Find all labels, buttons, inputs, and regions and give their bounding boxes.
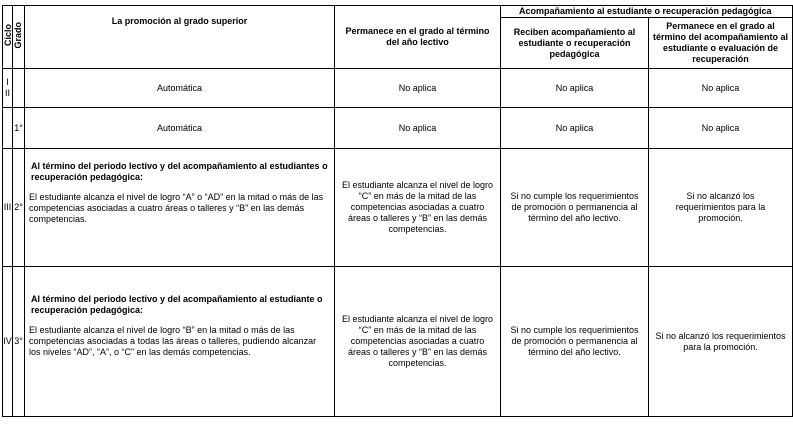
header-permanece-tras: Permanece en el grado al término del acompañamiento al estudiante o evaluación de recuperación xyxy=(649,18,793,69)
table-row xyxy=(3,267,793,417)
header-acompanamiento: Acompañamiento al estudiante o recuperación pedagógica xyxy=(501,6,793,18)
ciclo-cell xyxy=(3,69,13,108)
permanece-tras-cell: No aplica xyxy=(649,69,793,108)
grado-label: Grado xyxy=(13,22,23,49)
reciben-cell: No aplica xyxy=(501,108,649,149)
ciclo-value: I xyxy=(6,77,9,87)
promocion-cell xyxy=(25,149,335,267)
table-row xyxy=(3,69,793,108)
header-reciben: Reciben acompañamiento al estudiante o recuperación pedagógica xyxy=(501,18,649,69)
reciben-cell: Si no cumple los requerimientos de promoción o permanencia al término del año lectivo. xyxy=(501,267,649,417)
promotion-table xyxy=(2,5,793,417)
table-row xyxy=(3,108,793,149)
promocion-cell: Automática xyxy=(25,108,335,149)
header-promocion: La promoción al grado superior xyxy=(25,6,335,69)
grado-cell xyxy=(13,69,25,108)
ciclo-value: II xyxy=(4,88,10,98)
grado-cell: 3° xyxy=(13,267,25,417)
promocion-text: El estudiante alcanza el nivel de logro “A” o “AD” en la mitad o más de las competencias asociadas a cuatro áreas o talleres y “B” en las demás competencias. xyxy=(29,192,324,224)
permanece-cell: No aplica xyxy=(335,108,501,149)
reciben-cell: Si no cumple los requerimientos de promoción o permanencia al término del año lectivo. xyxy=(501,149,649,267)
permanece-cell: El estudiante alcanza el nivel de logro “C” en más de la mitad de las competencias asociadas a cuatro áreas o talleres y “B” en las demás competencias. xyxy=(335,267,501,417)
ciclo-label: Ciclo xyxy=(3,24,13,47)
header-ciclo xyxy=(3,6,13,69)
grado-cell: 1° xyxy=(13,108,25,149)
promocion-cell xyxy=(25,267,335,417)
header-permanece: Permanece en el grado al término del año lectivo xyxy=(335,6,501,69)
permanece-tras-cell: Si no alcanzó los requerimientos para la promoción. xyxy=(649,267,793,417)
permanece-tras-cell: No aplica xyxy=(649,108,793,149)
ciclo-cell: III xyxy=(3,149,13,267)
header-grado xyxy=(13,6,25,69)
grado-cell: 2° xyxy=(13,149,25,267)
promocion-cell: Automática xyxy=(25,69,335,108)
ciclo-cell: IV xyxy=(3,267,13,417)
permanece-cell: No aplica xyxy=(335,69,501,108)
permanece-tras-cell: Si no alcanzó los requerimientos para la promoción. xyxy=(649,149,793,267)
ciclo-cell xyxy=(3,108,13,149)
table-row xyxy=(3,149,793,267)
promocion-text: El estudiante alcanza el nivel de logro “B” en la mitad o más de las competencias asociadas a todas las áreas o talleres, pudiendo alcanzar los niveles “AD”, “A”, o “C” en las demás competencias. xyxy=(29,325,317,357)
permanece-cell: El estudiante alcanza el nivel de logro “C” en más de la mitad de las competencias asociadas a cuatro áreas o talleres y “B” en las demás competencias. xyxy=(335,149,501,267)
reciben-cell: No aplica xyxy=(501,69,649,108)
promocion-heading: Al término del periodo lectivo y del acompañamiento al estudiante o recuperación pedagógica: xyxy=(31,294,323,315)
promocion-heading: Al término del periodo lectivo y del acompañamiento al estudiantes o recuperación pedagógica: xyxy=(31,161,328,182)
